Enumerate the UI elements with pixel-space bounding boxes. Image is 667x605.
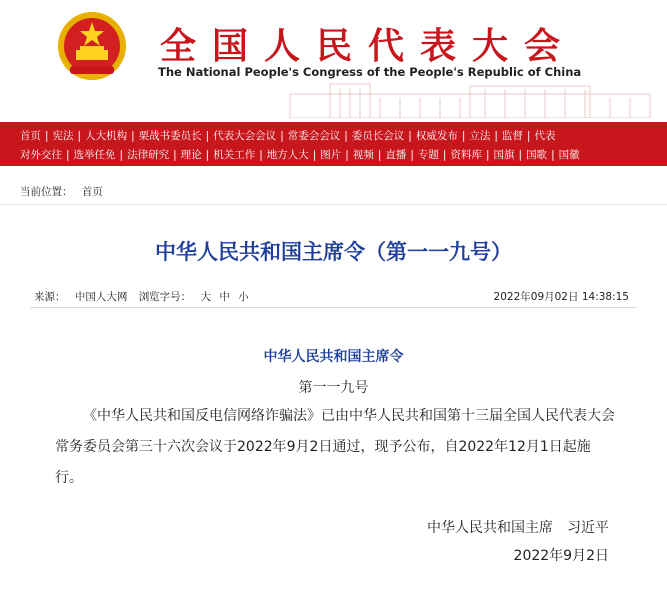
great-hall-building-icon [270, 80, 667, 118]
nav-item[interactable]: 法律研究 [127, 149, 170, 161]
nav-separator: | [494, 130, 498, 142]
nav-item[interactable]: 直播 [385, 149, 407, 161]
nav-item[interactable]: 视频 [352, 149, 374, 161]
nav-separator: | [442, 149, 447, 161]
nav-item[interactable]: 人大机构 [85, 130, 128, 142]
article-meta [34, 289, 249, 304]
breadcrumb-divider [0, 204, 667, 205]
nav-item[interactable]: 专题 [417, 149, 439, 161]
nav-item[interactable]: 资料库 [450, 149, 482, 161]
site-title-en: The National People's Congress of the People's Republic of China [158, 65, 582, 79]
nav-separator: | [518, 149, 523, 161]
source-label: 来源： [34, 291, 66, 303]
nav-item[interactable]: 代表大会会议 [213, 130, 277, 142]
nav-separator: | [377, 149, 382, 161]
main-nav [0, 122, 667, 166]
nav-item[interactable]: 国旗 [493, 149, 515, 161]
national-emblem-icon[interactable] [56, 10, 128, 82]
nav-separator: | [77, 130, 82, 142]
nav-separator: | [131, 130, 135, 142]
nav-item[interactable]: 监督 [501, 130, 523, 142]
font-size-label: 浏览字号： [138, 291, 192, 303]
nav-item[interactable]: 首页 [20, 130, 41, 142]
nav-item[interactable]: 委员长会议 [351, 130, 405, 142]
nav-item[interactable]: 栗战书委员长 [138, 130, 202, 142]
font-size-small-button[interactable]: 小 [238, 291, 249, 303]
document-number: 第一一九号 [298, 380, 369, 396]
nav-separator: | [45, 130, 49, 142]
breadcrumb-label: 当前位置： [20, 186, 73, 198]
document-title: 中华人民共和国主席令 [263, 349, 404, 365]
nav-separator: | [119, 149, 124, 161]
nav-separator: | [410, 149, 414, 161]
nav-item[interactable]: 国徽 [558, 149, 580, 161]
nav-separator: | [205, 149, 210, 161]
font-size-large-button[interactable]: 大 [200, 291, 212, 303]
nav-separator: | [345, 149, 349, 161]
article-title: 中华人民共和国主席令（第一一九号） [155, 240, 512, 264]
nav-separator: | [408, 130, 412, 142]
nav-separator: | [280, 130, 284, 142]
nav-row-2 [20, 147, 580, 162]
nav-item[interactable]: 选举任免 [73, 149, 116, 161]
site-header [0, 0, 667, 118]
nav-item[interactable]: 国歌 [526, 149, 548, 161]
nav-separator: | [344, 130, 348, 142]
nav-item[interactable]: 机关工作 [213, 149, 256, 161]
publish-datetime: 2022年09月02日 14:38:15 [493, 291, 629, 303]
nav-item[interactable]: 理论 [180, 149, 202, 161]
font-size-medium-button[interactable]: 中 [219, 291, 230, 303]
nav-separator: | [551, 149, 555, 161]
nav-separator: | [312, 149, 317, 161]
nav-item[interactable]: 图片 [320, 149, 342, 161]
nav-row-1 [20, 128, 555, 143]
nav-separator: | [66, 149, 70, 161]
nav-item[interactable]: 地方人大 [266, 149, 309, 161]
nav-separator: | [173, 149, 177, 161]
article-body: 《中华人民共和国反电信网络诈骗法》已由中华人民共和国第十三届全国人民代表大会常务委员会第三十六次会议于2022年9月2日通过，现予公布，自2022年12月1日起施行。 [55, 408, 615, 486]
breadcrumb [20, 184, 103, 199]
nav-separator: | [526, 130, 531, 142]
nav-separator: | [485, 149, 490, 161]
nav-item[interactable]: 常委会会议 [287, 130, 341, 142]
nav-separator: | [205, 130, 210, 142]
nav-item[interactable]: 权威发布 [415, 130, 458, 142]
nav-separator: | [259, 149, 263, 161]
nav-item[interactable]: 立法 [469, 130, 491, 142]
meta-divider [30, 307, 637, 308]
breadcrumb-home-link[interactable]: 首页 [81, 186, 103, 198]
signature-line [427, 517, 609, 537]
signature-date: 2022年9月2日 [513, 548, 609, 564]
nav-separator: | [461, 130, 466, 142]
source-value: 中国人大网 [74, 291, 128, 303]
site-title-cn[interactable]: 全国人民代表大会 [160, 26, 577, 67]
nav-item[interactable]: 宪法 [52, 130, 74, 142]
nav-item[interactable]: 代表 [534, 130, 556, 142]
signer-title: 中华人民共和国主席 [427, 520, 553, 536]
signer-name: 习近平 [567, 520, 609, 536]
nav-item[interactable]: 对外交往 [20, 149, 62, 161]
